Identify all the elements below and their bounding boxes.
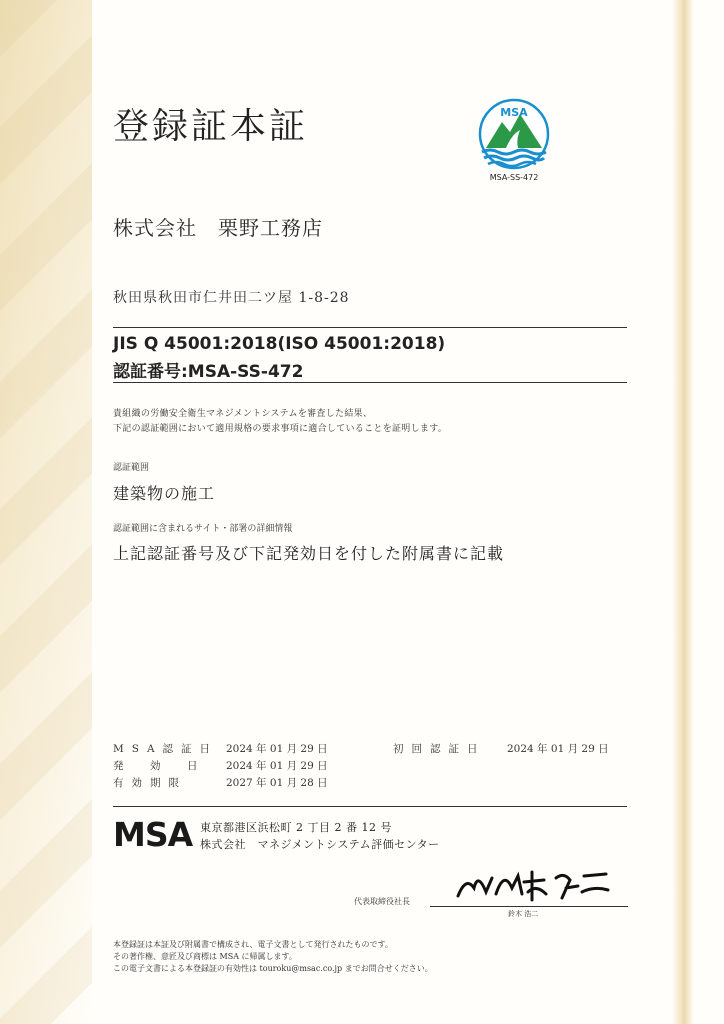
decorative-gold-band-left [0, 0, 92, 1024]
msa-logo: MSA [113, 815, 193, 854]
certificate-title: 登録証本証 [113, 106, 309, 147]
certification-number: 認証番号:MSA-SS-472 [113, 362, 304, 382]
scope-value: 建築物の施工 [113, 484, 216, 503]
detail-label: 認証範囲に含まれるサイト・部署の詳細情報 [113, 524, 293, 534]
footer-line-2: その著作権、意匠及び商標は MSA に帰属します。 [113, 952, 297, 961]
effective-date-value: 2024 年 01 月 29 日 [226, 760, 328, 772]
emblem-brand-text: MSA [500, 106, 528, 119]
msa-cert-date-value: 2024 年 01 月 29 日 [226, 743, 328, 755]
emblem-code-text: MSA-SS-472 [489, 173, 539, 182]
representative-title: 代表取締役社長 [354, 897, 410, 906]
decorative-gold-band-right [672, 0, 694, 1024]
msa-emblem [476, 96, 552, 184]
signature-line [430, 906, 628, 907]
divider-bottom [113, 382, 627, 383]
detail-value: 上記認証番号及び下記発効日を付した附属書に記載 [113, 544, 505, 563]
handwritten-signature [452, 858, 612, 908]
representative-name: 鈴木 浩二 [508, 910, 539, 918]
statement-line-2: 下記の認証範囲において適用規格の要求事項に適合していることを証明します。 [113, 424, 448, 434]
footer-line-3: この電子文書による本登録証の有効性は touroku@msac.co.jp までお問合せください。 [113, 964, 433, 973]
expiry-date-label: 有効期限 [113, 777, 187, 789]
initial-cert-date-value: 2024 年 01 月 29 日 [507, 743, 609, 755]
effective-date-label: 発 効 日 [113, 760, 206, 772]
expiry-date-value: 2027 年 01 月 28 日 [226, 777, 328, 789]
msa-emblem-icon [476, 96, 552, 184]
standard-name: JIS Q 45001:2018(ISO 45001:2018) [113, 334, 446, 354]
initial-cert-date-label: 初回認証日 [393, 743, 486, 755]
statement-line-1: 貴組織の労働安全衛生マネジメントシステムを審査した結果、 [113, 409, 373, 419]
org-address: 東京都港区浜松町 2 丁目 2 番 12 号 [200, 821, 392, 834]
divider-org [113, 806, 627, 807]
company-address: 秋田県秋田市仁井田二ツ屋 1-8-28 [113, 290, 350, 306]
org-name: 株式会社 マネジメントシステム評価センター [200, 838, 440, 851]
scope-label: 認証範囲 [113, 463, 150, 473]
footer-line-1: 本登録証は本証及び附属書で構成され、電子文書として発行されたものです。 [113, 940, 393, 949]
company-name: 株式会社 栗野工務店 [113, 216, 323, 240]
divider-top [113, 327, 627, 328]
msa-cert-date-label: MSA認証日 [113, 743, 219, 755]
